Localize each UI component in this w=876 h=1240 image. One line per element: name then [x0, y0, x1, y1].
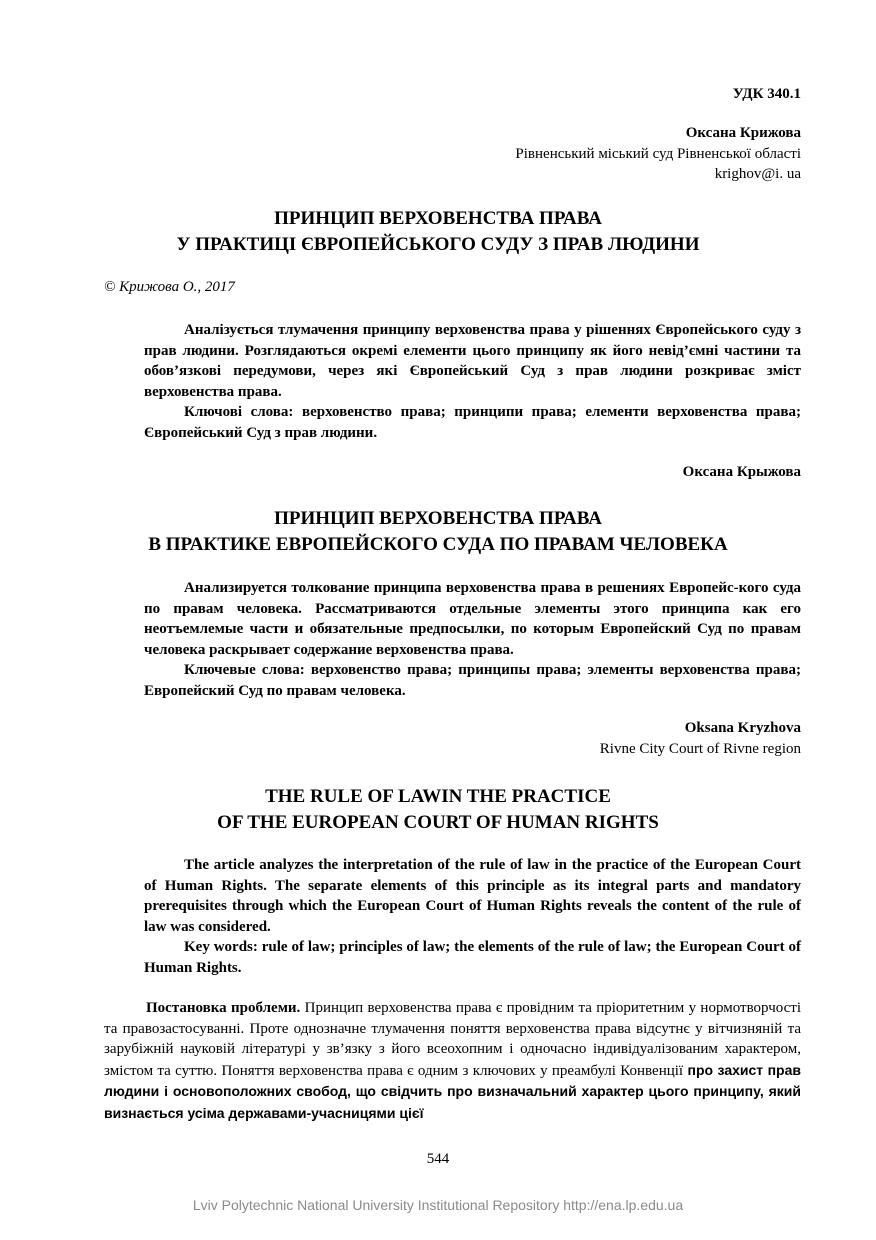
title-line-1: ПРИНЦИП ВЕРХОВЕНСТВА ПРАВА [274, 508, 602, 529]
title-line-2: В ПРАКТИКЕ ЕВРОПЕЙСКОГО СУДА ПО ПРАВАМ ЧЕЛОВЕКА [148, 534, 728, 555]
abstract-text: The article analyzes the interpretation of the rule of law in the practice of the European Court of Human Rights. The separate elements of this principle as its integral parts and mandatory prerequisites through which the European Court of Human Rights reveals the content of the rule of law was considered. [144, 857, 801, 935]
section-lead: Постановка проблеми. [146, 1000, 301, 1016]
abstract-ru [144, 578, 801, 701]
abstract-en [144, 855, 801, 978]
author-name-ua: Оксана Крижова [685, 125, 801, 141]
author-affiliation-ua: Рівненський міський суд Рівненської області [515, 146, 801, 162]
body-text-regular: Принцип верховенства права є провідним та пріоритетним у нормотворчості та правозастосуванні. Проте однозначне тлумачення поняття верховенства права відсутнє у вітчизняній та зарубіжній науковій літературі у зв’язку з його всеохопним і одночасно індивідуалізованим характером, змістом та суттю. Поняття верховенства права є одним з ключових у преамбулі Конвенції [104, 1000, 801, 1079]
author-name-ru: Оксана Крыжова [682, 464, 801, 480]
title-line-2: У ПРАКТИЦІ ЄВРОПЕЙСЬКОГО СУДУ З ПРАВ ЛЮДИНИ [176, 234, 700, 255]
body-text [104, 998, 801, 1124]
title-line-1: THE RULE OF LAWIN THE PRACTICE [265, 786, 611, 807]
title-line-1: ПРИНЦИП ВЕРХОВЕНСТВА ПРАВА [274, 208, 602, 229]
author-affiliation-en: Rivne City Court of Rivne region [599, 741, 801, 757]
body-text-bold: про захист прав людини і основоположних свобод, що свідчить про визначальний характер цього принципу, який визнається усіма державами-учасницями цієї [104, 1061, 801, 1121]
article-title-ua [60, 206, 816, 258]
udc-code: УДК 340.1 [732, 86, 801, 102]
repository-footer: Lviv Polytechnic National University Institutional Repository http://ena.lp.edu.ua [192, 1197, 684, 1213]
abstract-text: Аналізується тлумачення принципу верховенства права у рішеннях Європейського суду з прав людини. Розглядаються окремі елементи цього принципу як його невід’ємні частини та обов’язкові передумови, через які Європейський Суд з прав людини розкриває зміст верховенства права. [144, 322, 801, 400]
page-number: 544 [426, 1151, 450, 1167]
abstract-ua [144, 320, 801, 443]
copyright-text: © Крижова О., 2017 [104, 279, 235, 295]
keywords-text: Key words: rule of law; principles of law; the elements of the rule of law; the European Court of Human Rights. [144, 939, 801, 976]
author-name-en: Oksana Kryzhova [684, 720, 801, 736]
keywords-text: Ключові слова: верховенство права; принципи права; елементи верховенства права; Європейський Суд з прав людини. [144, 404, 801, 441]
body-paragraph [104, 998, 801, 1124]
abstract-text: Анализируется толкование принципа верховенства права в решениях Европейс-кого суда по правам человека. Рассматриваются отдельные элементы этого принципа как его неотъемлемые части и обязательные предпосылки, по которым Европейский Суд по правам человека раскрывает содержание верховенства права. [144, 580, 801, 658]
copyright-notice [104, 279, 235, 296]
author-email: krighov@i. ua [714, 166, 801, 182]
article-title-en [60, 784, 816, 836]
keywords-text: Ключевые слова: верховенство права; принципы права; элементы верховенства права; Европейский Суд по правам человека. [144, 662, 801, 699]
title-line-2: OF THE EUROPEAN COURT OF HUMAN RIGHTS [217, 812, 659, 833]
article-title-ru [60, 506, 816, 558]
